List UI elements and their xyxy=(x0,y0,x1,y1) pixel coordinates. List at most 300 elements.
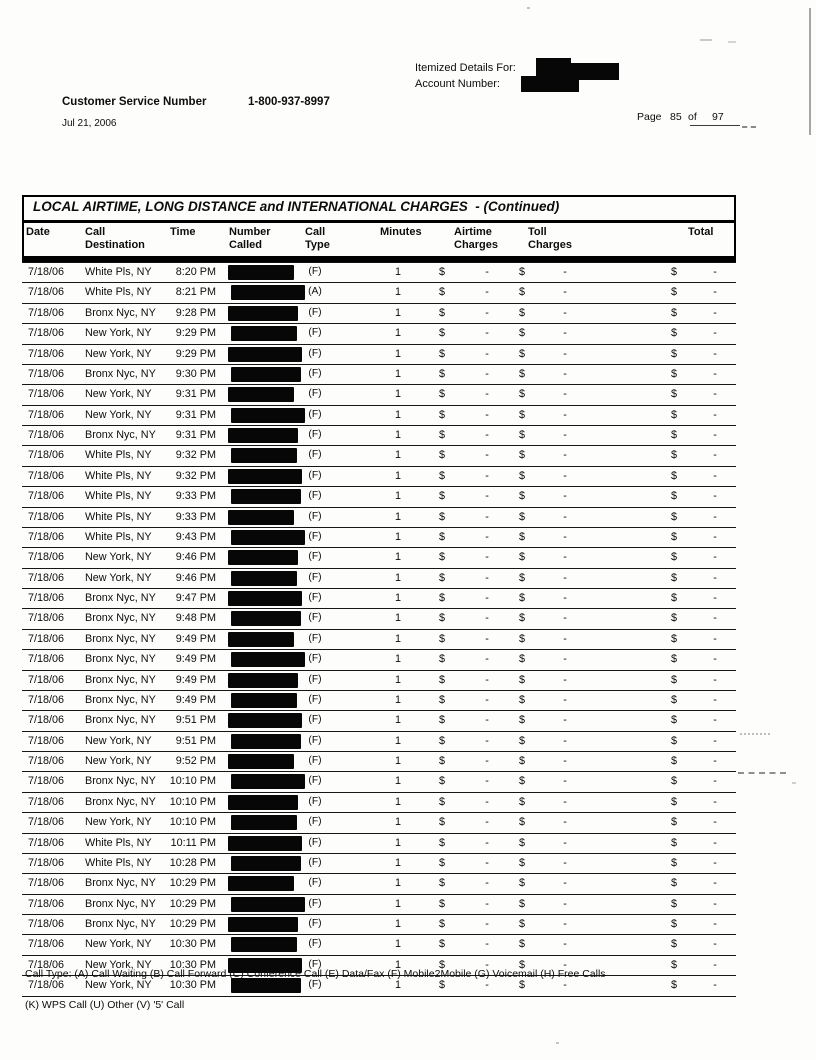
col-header-number-called xyxy=(229,226,271,251)
cell-minutes: 1 xyxy=(394,347,401,360)
cell-airtime-currency: $ xyxy=(439,775,446,788)
cell-total-amount: - xyxy=(713,775,717,788)
cell-total-currency: $ xyxy=(671,551,678,564)
cell-airtime-currency: $ xyxy=(439,755,446,767)
cell-total-currency: $ xyxy=(671,592,678,604)
cell-call-type: (F) xyxy=(308,918,322,929)
cell-date: 7/18/06 xyxy=(28,367,65,380)
cell-time: 10:10 PM xyxy=(169,775,216,788)
cell-minutes: 1 xyxy=(394,388,401,401)
cell-toll-currency: $ xyxy=(519,653,526,666)
table-row xyxy=(22,569,736,589)
cell-time: 9:31 PM xyxy=(175,388,216,401)
cell-toll-currency: $ xyxy=(519,795,526,808)
cell-call-destination: Bronx Nyc, NY xyxy=(85,897,156,910)
cell-time: 9:32 PM xyxy=(175,469,216,482)
cell-date: 7/18/06 xyxy=(28,469,65,482)
cell-toll-currency: $ xyxy=(519,347,526,360)
cell-toll-currency: $ xyxy=(519,897,526,910)
cell-time: 9:29 PM xyxy=(175,327,216,340)
cell-call-type: (F) xyxy=(308,897,322,909)
col-header-text: Charges xyxy=(454,238,499,251)
cell-total-currency: $ xyxy=(671,714,678,727)
cell-airtime-amount: - xyxy=(485,306,489,319)
cell-total-amount: - xyxy=(713,449,717,462)
cell-total-amount: - xyxy=(713,755,717,767)
cell-toll-currency: $ xyxy=(519,388,526,401)
cell-call-type: (F) xyxy=(308,551,322,563)
cell-total-currency: $ xyxy=(671,510,678,523)
table-row xyxy=(22,345,736,365)
cell-toll-amount: - xyxy=(563,653,567,666)
cell-airtime-currency: $ xyxy=(439,673,446,686)
table-row xyxy=(22,834,736,854)
cell-call-type: (F) xyxy=(308,693,322,705)
cell-toll-currency: $ xyxy=(519,775,526,788)
redacted-number-called-box xyxy=(228,387,294,402)
cell-total-amount: - xyxy=(713,938,717,951)
cell-total-currency: $ xyxy=(671,856,678,869)
cell-time: 9:48 PM xyxy=(175,612,216,625)
cell-call-type: (F) xyxy=(308,408,322,420)
cell-call-destination: New York, NY xyxy=(85,816,152,829)
cell-minutes: 1 xyxy=(394,938,401,951)
cell-call-destination: Bronx Nyc, NY xyxy=(85,795,156,808)
page-number: 85 xyxy=(670,111,682,123)
cell-total-amount: - xyxy=(713,469,717,482)
cell-airtime-currency: $ xyxy=(439,429,446,441)
redacted-number-called-box xyxy=(228,876,294,891)
cell-toll-currency: $ xyxy=(519,877,526,890)
redacted-number-called-box xyxy=(228,836,302,851)
cell-call-destination: Bronx Nyc, NY xyxy=(85,653,156,666)
col-header-minutes xyxy=(380,226,422,239)
cell-minutes: 1 xyxy=(394,958,401,971)
cell-call-destination: New York, NY xyxy=(85,408,152,421)
cell-date: 7/18/06 xyxy=(28,266,65,278)
cell-minutes: 1 xyxy=(394,734,401,747)
call-type-legend-line2: (K) WPS Call (U) Other (V) '5' Call xyxy=(25,999,185,1011)
cell-date: 7/18/06 xyxy=(28,938,65,951)
cell-toll-amount: - xyxy=(563,510,567,523)
redacted-number-called-box xyxy=(231,571,297,586)
cell-minutes: 1 xyxy=(394,449,401,462)
cell-total-currency: $ xyxy=(671,755,678,767)
cell-minutes: 1 xyxy=(394,877,401,890)
cell-total-currency: $ xyxy=(671,836,678,849)
cell-minutes: 1 xyxy=(394,897,401,910)
scan-artifact xyxy=(728,41,736,43)
cell-toll-currency: $ xyxy=(519,856,526,869)
cell-call-destination: Bronx Nyc, NY xyxy=(85,877,156,890)
cell-toll-amount: - xyxy=(563,429,567,441)
cell-minutes: 1 xyxy=(394,408,401,421)
cell-call-destination: New York, NY xyxy=(85,958,152,971)
cell-call-type: (F) xyxy=(308,612,322,624)
cell-date: 7/18/06 xyxy=(28,592,65,604)
cell-airtime-currency: $ xyxy=(439,958,446,971)
cell-date: 7/18/06 xyxy=(28,408,65,421)
cell-total-amount: - xyxy=(713,693,717,706)
redacted-number-called-box xyxy=(228,306,298,321)
cell-minutes: 1 xyxy=(394,530,401,543)
cell-toll-amount: - xyxy=(563,612,567,625)
cell-total-currency: $ xyxy=(671,286,678,299)
cell-total-currency: $ xyxy=(671,632,678,645)
redacted-name-box-1 xyxy=(536,58,571,78)
redacted-number-called-box xyxy=(231,815,297,830)
cell-toll-amount: - xyxy=(563,408,567,421)
cell-total-currency: $ xyxy=(671,653,678,666)
table-row xyxy=(22,528,736,548)
cell-call-destination: Bronx Nyc, NY xyxy=(85,714,156,727)
table-row xyxy=(22,671,736,691)
cell-total-amount: - xyxy=(713,347,717,360)
table-row xyxy=(22,589,736,609)
cell-total-amount: - xyxy=(713,877,717,890)
cell-toll-currency: $ xyxy=(519,816,526,829)
table-row xyxy=(22,752,736,772)
cell-toll-amount: - xyxy=(563,897,567,910)
cell-total-amount: - xyxy=(713,836,717,849)
cell-airtime-amount: - xyxy=(485,612,489,625)
table-row xyxy=(22,304,736,324)
cell-airtime-currency: $ xyxy=(439,469,446,482)
cell-airtime-currency: $ xyxy=(439,714,446,727)
cell-call-destination: White Pls, NY xyxy=(85,469,152,482)
cell-toll-amount: - xyxy=(563,632,567,645)
table-title: LOCAL AIRTIME, LONG DISTANCE and INTERNATIONAL CHARGES - (Continued) xyxy=(24,197,734,223)
cell-total-currency: $ xyxy=(671,877,678,890)
cell-airtime-amount: - xyxy=(485,897,489,910)
table-row xyxy=(22,711,736,731)
cell-call-type: (F) xyxy=(308,367,322,379)
cell-date: 7/18/06 xyxy=(28,856,65,869)
page-label: Page xyxy=(637,111,662,123)
cell-airtime-currency: $ xyxy=(439,856,446,869)
cell-toll-currency: $ xyxy=(519,918,526,930)
cell-time: 10:28 PM xyxy=(169,856,216,869)
table-row xyxy=(22,467,736,487)
cell-airtime-currency: $ xyxy=(439,877,446,890)
cell-call-type: (F) xyxy=(308,958,322,970)
cell-airtime-amount: - xyxy=(485,979,489,992)
cell-toll-currency: $ xyxy=(519,632,526,645)
col-header-total xyxy=(688,226,713,239)
cell-call-type: (F) xyxy=(308,795,322,807)
redacted-number-called-box xyxy=(231,652,305,667)
cell-time: 9:49 PM xyxy=(175,693,216,706)
table-row xyxy=(22,324,736,344)
table-row xyxy=(22,446,736,466)
cell-airtime-amount: - xyxy=(485,938,489,951)
table-row xyxy=(22,365,736,385)
cell-airtime-amount: - xyxy=(485,408,489,421)
table-row xyxy=(22,609,736,629)
cell-time: 9:33 PM xyxy=(175,490,216,503)
cell-airtime-amount: - xyxy=(485,734,489,747)
page-of-label: of xyxy=(688,111,697,123)
cell-call-type: (F) xyxy=(308,673,322,685)
cell-airtime-currency: $ xyxy=(439,327,446,340)
cell-date: 7/18/06 xyxy=(28,673,65,686)
table-row xyxy=(22,263,736,283)
cell-toll-currency: $ xyxy=(519,755,526,767)
cell-toll-currency: $ xyxy=(519,693,526,706)
cell-total-currency: $ xyxy=(671,571,678,584)
cell-minutes: 1 xyxy=(394,612,401,625)
cell-time: 9:52 PM xyxy=(175,755,216,767)
cell-total-amount: - xyxy=(713,734,717,747)
cell-date: 7/18/06 xyxy=(28,918,65,930)
cell-time: 10:11 PM xyxy=(170,836,216,849)
cell-airtime-amount: - xyxy=(485,449,489,462)
table-header-box xyxy=(22,195,736,262)
cell-time: 9:43 PM xyxy=(175,530,216,543)
col-header-text: Minutes xyxy=(380,226,422,238)
cell-airtime-amount: - xyxy=(485,347,489,360)
cell-total-amount: - xyxy=(713,958,717,971)
cell-time: 8:20 PM xyxy=(175,266,216,278)
cell-call-type: (F) xyxy=(308,877,322,889)
page-total: 97 xyxy=(712,111,724,123)
cell-total-amount: - xyxy=(713,490,717,503)
cell-toll-amount: - xyxy=(563,469,567,482)
cell-airtime-currency: $ xyxy=(439,388,446,401)
cell-minutes: 1 xyxy=(394,918,401,930)
cell-toll-amount: - xyxy=(563,266,567,278)
cell-call-destination: Bronx Nyc, NY xyxy=(85,673,156,686)
cell-time: 9:51 PM xyxy=(175,714,216,727)
cell-total-currency: $ xyxy=(671,816,678,829)
cell-toll-currency: $ xyxy=(519,266,526,278)
cell-toll-currency: $ xyxy=(519,429,526,441)
cell-total-currency: $ xyxy=(671,693,678,706)
cell-call-destination: Bronx Nyc, NY xyxy=(85,306,156,319)
cell-airtime-amount: - xyxy=(485,266,489,278)
cell-date: 7/18/06 xyxy=(28,530,65,543)
redacted-number-called-box xyxy=(231,285,305,300)
cell-airtime-currency: $ xyxy=(439,795,446,808)
cell-toll-currency: $ xyxy=(519,490,526,503)
cell-minutes: 1 xyxy=(394,367,401,380)
cell-toll-amount: - xyxy=(563,877,567,890)
cell-total-currency: $ xyxy=(671,388,678,401)
cell-time: 9:46 PM xyxy=(175,571,216,584)
cell-date: 7/18/06 xyxy=(28,958,65,971)
cell-airtime-currency: $ xyxy=(439,530,446,543)
cell-total-amount: - xyxy=(713,367,717,380)
cell-airtime-currency: $ xyxy=(439,816,446,829)
cell-call-destination: Bronx Nyc, NY xyxy=(85,693,156,706)
cell-toll-currency: $ xyxy=(519,367,526,380)
cell-call-type: (F) xyxy=(308,490,322,502)
cell-toll-amount: - xyxy=(563,367,567,380)
cell-date: 7/18/06 xyxy=(28,286,65,299)
redacted-number-called-box xyxy=(228,265,294,280)
cell-total-currency: $ xyxy=(671,408,678,421)
cell-call-type: (F) xyxy=(308,429,322,440)
cell-airtime-amount: - xyxy=(485,836,489,849)
table-row xyxy=(22,854,736,874)
cell-call-type: (F) xyxy=(308,755,322,766)
cell-time: 9:46 PM xyxy=(175,551,216,564)
cell-time: 9:49 PM xyxy=(175,673,216,686)
scan-artifact xyxy=(738,772,786,774)
cell-toll-amount: - xyxy=(563,592,567,604)
cell-airtime-currency: $ xyxy=(439,693,446,706)
cell-total-currency: $ xyxy=(671,469,678,482)
cell-time: 10:29 PM xyxy=(169,918,216,930)
redacted-number-called-box xyxy=(228,917,298,932)
col-header-text: Destination xyxy=(85,238,145,251)
cell-time: 10:30 PM xyxy=(169,938,216,951)
cell-minutes: 1 xyxy=(394,856,401,869)
cell-time: 10:29 PM xyxy=(169,877,216,890)
cell-minutes: 1 xyxy=(394,490,401,503)
cell-airtime-amount: - xyxy=(485,632,489,645)
redacted-number-called-box xyxy=(231,530,305,545)
cell-toll-amount: - xyxy=(563,530,567,543)
cell-toll-currency: $ xyxy=(519,938,526,951)
cell-total-amount: - xyxy=(713,612,717,625)
scan-artifact xyxy=(556,1042,559,1044)
table-row xyxy=(22,895,736,915)
cell-minutes: 1 xyxy=(394,714,401,727)
redacted-number-called-box xyxy=(231,367,301,382)
table-row xyxy=(22,487,736,507)
cell-call-destination: White Pls, NY xyxy=(85,836,152,849)
cell-airtime-amount: - xyxy=(485,551,489,564)
redacted-number-called-box xyxy=(228,632,294,647)
cell-airtime-amount: - xyxy=(485,469,489,482)
cell-call-type: (F) xyxy=(308,734,322,746)
redacted-number-called-box xyxy=(231,856,301,871)
cell-call-type: (F) xyxy=(308,571,322,583)
col-header-airtime-charges xyxy=(454,226,498,251)
cell-call-type: (F) xyxy=(308,306,322,318)
redacted-number-called-box xyxy=(231,734,301,749)
cell-time: 8:21 PM xyxy=(175,286,216,299)
cell-total-currency: $ xyxy=(671,327,678,340)
cell-call-type: (F) xyxy=(308,979,322,991)
cell-total-amount: - xyxy=(713,592,717,604)
table-row xyxy=(22,385,736,405)
cell-call-type: (F) xyxy=(308,347,322,359)
cell-toll-currency: $ xyxy=(519,469,526,482)
cell-airtime-currency: $ xyxy=(439,592,446,604)
table-row xyxy=(22,874,736,894)
cell-total-currency: $ xyxy=(671,612,678,625)
cell-airtime-amount: - xyxy=(485,918,489,930)
cell-airtime-amount: - xyxy=(485,530,489,543)
cell-minutes: 1 xyxy=(394,551,401,564)
redacted-number-called-box xyxy=(231,774,305,789)
cell-airtime-amount: - xyxy=(485,429,489,441)
cell-total-amount: - xyxy=(713,266,717,278)
cell-date: 7/18/06 xyxy=(28,490,65,503)
cell-minutes: 1 xyxy=(394,286,401,299)
cell-airtime-currency: $ xyxy=(439,918,446,930)
col-header-text: Called xyxy=(229,238,263,251)
cell-total-currency: $ xyxy=(671,795,678,808)
cell-call-type: (F) xyxy=(308,266,322,277)
redacted-number-called-box xyxy=(231,611,301,626)
cell-total-currency: $ xyxy=(671,673,678,686)
cell-toll-amount: - xyxy=(563,714,567,727)
cell-total-currency: $ xyxy=(671,530,678,543)
cell-call-type: (F) xyxy=(308,856,322,868)
cell-call-type: (F) xyxy=(308,816,322,828)
cell-call-type: (F) xyxy=(308,449,322,461)
cell-date: 7/18/06 xyxy=(28,714,65,727)
redacted-number-called-box xyxy=(228,428,298,443)
cell-time: 9:51 PM xyxy=(175,734,216,747)
cell-toll-amount: - xyxy=(563,693,567,706)
cell-toll-currency: $ xyxy=(519,714,526,727)
cell-airtime-currency: $ xyxy=(439,938,446,951)
cell-date: 7/18/06 xyxy=(28,449,65,462)
scan-artifact xyxy=(700,39,712,41)
cell-total-amount: - xyxy=(713,530,717,543)
cell-toll-currency: $ xyxy=(519,571,526,584)
col-header-text: Toll xyxy=(528,226,547,238)
cell-call-destination: White Pls, NY xyxy=(85,490,152,503)
col-header-text: Call xyxy=(305,226,326,238)
cell-date: 7/18/06 xyxy=(28,897,65,910)
cell-date: 7/18/06 xyxy=(28,877,65,890)
cell-date: 7/18/06 xyxy=(28,429,65,441)
cell-call-destination: New York, NY xyxy=(85,979,152,992)
cell-airtime-amount: - xyxy=(485,673,489,686)
cell-total-amount: - xyxy=(713,306,717,319)
redacted-number-called-box xyxy=(231,937,297,952)
redacted-number-called-box xyxy=(228,550,298,565)
table-column-headers xyxy=(24,223,734,260)
cell-time: 9:33 PM xyxy=(175,510,216,523)
customer-service-number: 1-800-937-8997 xyxy=(248,96,330,108)
statement-date: Jul 21, 2006 xyxy=(62,118,117,129)
itemized-details-label: Itemized Details For: xyxy=(415,62,516,74)
cell-airtime-amount: - xyxy=(485,856,489,869)
cell-airtime-currency: $ xyxy=(439,449,446,462)
redacted-account-number-box xyxy=(521,76,579,92)
cell-toll-currency: $ xyxy=(519,958,526,971)
cell-toll-amount: - xyxy=(563,571,567,584)
cell-airtime-amount: - xyxy=(485,653,489,666)
cell-total-currency: $ xyxy=(671,734,678,747)
col-header-text: Airtime xyxy=(454,226,492,238)
cell-call-destination: White Pls, NY xyxy=(85,856,152,869)
table-row xyxy=(22,283,736,303)
cell-minutes: 1 xyxy=(394,327,401,340)
cell-total-currency: $ xyxy=(671,979,678,992)
cell-total-currency: $ xyxy=(671,775,678,788)
redacted-number-called-box xyxy=(231,489,301,504)
table-row xyxy=(22,732,736,752)
table-body xyxy=(22,262,736,997)
cell-call-type: (F) xyxy=(308,632,322,644)
cell-airtime-amount: - xyxy=(485,755,489,767)
cell-date: 7/18/06 xyxy=(28,327,65,340)
cell-minutes: 1 xyxy=(394,979,401,992)
cell-airtime-currency: $ xyxy=(439,734,446,747)
scan-artifact xyxy=(809,8,811,135)
table-row xyxy=(22,630,736,650)
cell-date: 7/18/06 xyxy=(28,795,65,808)
cell-minutes: 1 xyxy=(394,653,401,666)
table-row xyxy=(22,508,736,528)
